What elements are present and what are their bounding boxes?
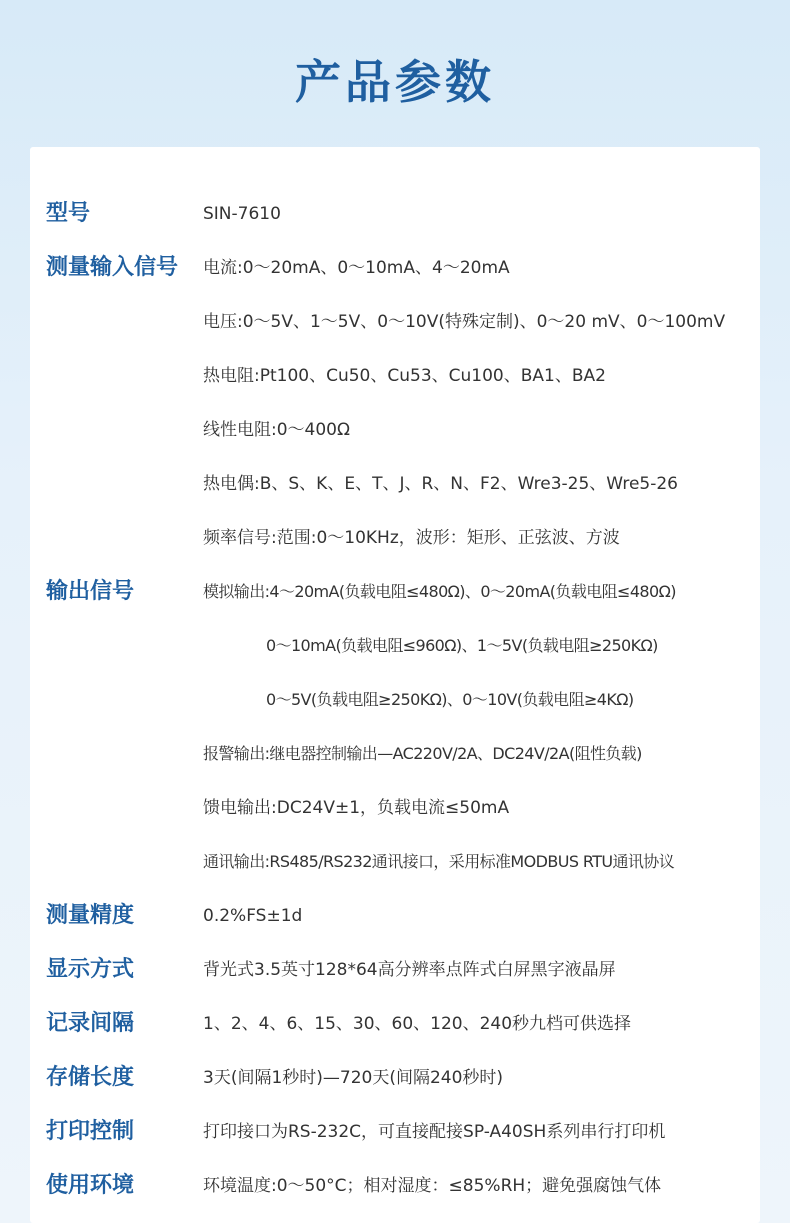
param-row-storage (30, 1058, 760, 1098)
param-row-output-signal (30, 572, 760, 612)
param-value: SIN-7610 (203, 204, 281, 224)
param-value: 报警输出:继电器控制输出—AC220V/2A、DC24V/2A(阻性负载) (203, 744, 642, 763)
param-value: 0～10mA(负载电阻≤960Ω)、1～5V(负载电阻≥250KΩ) (266, 636, 658, 655)
param-row-display (30, 950, 760, 990)
param-value: 环境温度:0～50°C；相对湿度：≤85%RH；避免强腐蚀气体 (203, 1176, 662, 1196)
parameters-card (30, 147, 760, 1223)
param-row-continued (30, 356, 760, 396)
param-value: 0.2%FS±1d (203, 906, 303, 926)
param-row-print (30, 1112, 760, 1152)
param-row-continued (30, 734, 760, 774)
param-value: 热电阻:Pt100、Cu50、Cu53、Cu100、BA1、BA2 (203, 366, 606, 386)
param-row-continued (30, 464, 760, 504)
param-value: 热电偶:B、S、K、E、T、J、R、N、F2、Wre3-25、Wre5-26 (203, 474, 678, 494)
param-value: 打印接口为RS-232C，可直接配接SP-A40SH系列串行打印机 (203, 1122, 666, 1142)
page-title: 产品参数 (295, 55, 495, 109)
param-row-input-signal (30, 248, 760, 288)
param-label: 使用环境 (46, 1173, 135, 1198)
param-value: 线性电阻:0～400Ω (203, 420, 350, 440)
param-value: 电压:0～5V、1～5V、0～10V(特殊定制)、0～20 mV、0～100mV (203, 312, 726, 332)
param-label: 测量输入信号 (46, 255, 179, 280)
param-value: 馈电输出:DC24V±1，负载电流≤50mA (203, 798, 510, 818)
param-row-continued (30, 626, 760, 666)
param-row-continued (30, 302, 760, 342)
param-label: 输出信号 (46, 579, 135, 604)
param-value: 3天(间隔1秒时)—720天(间隔240秒时) (203, 1068, 504, 1088)
param-value: 背光式3.5英寸128*64高分辨率点阵式白屏黑字液晶屏 (203, 960, 616, 980)
param-row-continued (30, 410, 760, 450)
param-label: 打印控制 (46, 1119, 135, 1144)
param-label: 测量精度 (46, 903, 135, 928)
param-row-accuracy (30, 896, 760, 936)
param-value: 通讯输出:RS485/RS232通讯接口，采用标准MODBUS RTU通讯协议 (203, 852, 675, 871)
param-value: 0～5V(负载电阻≥250KΩ)、0～10V(负载电阻≥4KΩ) (266, 690, 634, 709)
param-row-continued (30, 680, 760, 720)
param-value: 1、2、4、6、15、30、60、120、240秒九档可供选择 (203, 1014, 632, 1034)
param-label: 显示方式 (46, 957, 135, 982)
param-row-continued (30, 788, 760, 828)
param-label: 记录间隔 (46, 1011, 135, 1036)
param-label: 存储长度 (46, 1065, 135, 1090)
param-value: 频率信号:范围:0～10KHz，波形：矩形、正弦波、方波 (203, 528, 620, 548)
param-value: 电流:0～20mA、0～10mA、4～20mA (203, 258, 510, 278)
param-row-continued (30, 842, 760, 882)
param-value: 模拟输出:4～20mA(负载电阻≤480Ω)、0～20mA(负载电阻≤480Ω) (203, 582, 676, 601)
param-label: 型号 (46, 201, 91, 226)
param-row-record-interval (30, 1004, 760, 1044)
param-row-model (30, 194, 760, 234)
param-row-environment (30, 1166, 760, 1206)
param-row-continued (30, 518, 760, 558)
